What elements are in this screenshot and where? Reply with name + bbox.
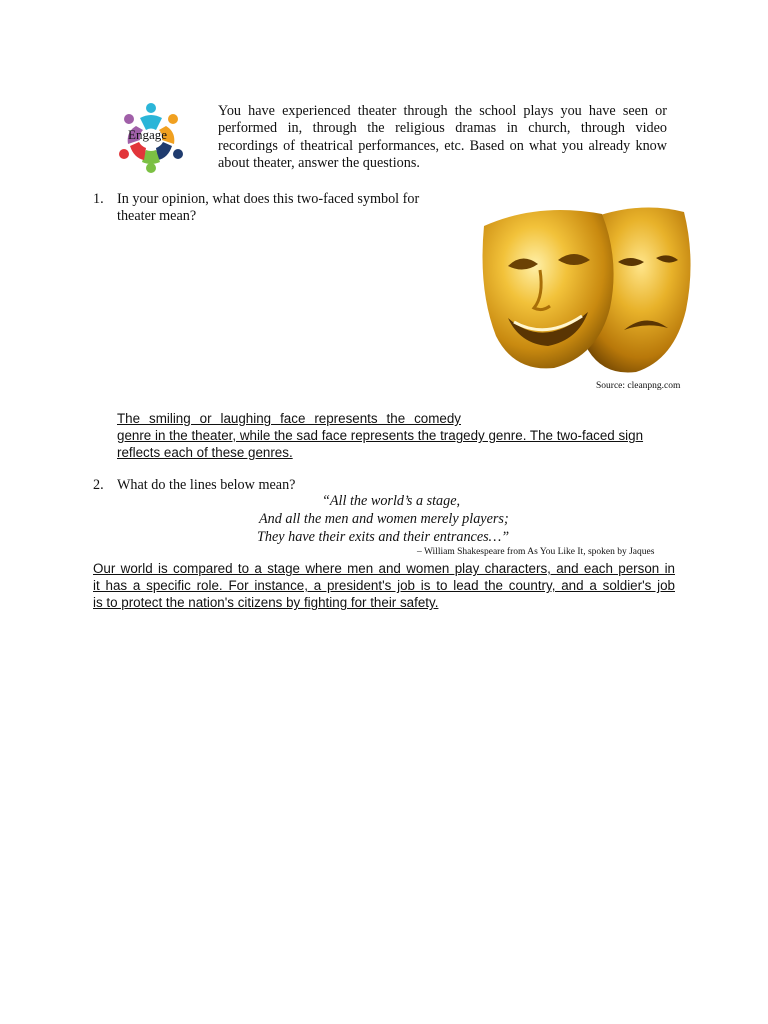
question-1-text: In your opinion, what does this two-faced symbol for theater mean? <box>117 191 420 225</box>
answer-1-text: genre in the theater, while the sad face represents the tragedy genre. The two-faced sign reflects each of these genres. <box>117 428 644 460</box>
quote-line-1: “All the world’s a stage, <box>322 493 461 509</box>
question-2-number: 2. <box>93 477 104 493</box>
comedy-tragedy-masks-image <box>478 200 696 378</box>
answer-2-text <box>93 560 675 611</box>
question-1-number: 1. <box>93 191 104 207</box>
quote-line-2: And all the men and women merely players; <box>259 511 509 527</box>
answer-2-line: is to protect the nation's citizens by fighting for their safety. <box>93 595 439 610</box>
answer-1-first-line: The smiling or laughing face represents the comedy <box>117 411 461 426</box>
quote-attribution: – William Shakespeare from As You Like It, spoken by Jaques <box>417 547 655 557</box>
engage-label: Engage <box>128 127 167 142</box>
quote-line-3: They have their exits and their entrances…” <box>257 529 510 545</box>
question-2-text: What do the lines below mean? <box>117 477 296 493</box>
intro-paragraph: You have experienced theater through the school plays you have seen or performed in, through the religious dramas in church, through video recordings of theatrical performances, etc. Based on what you already know about theater, answer the questions. <box>218 103 667 172</box>
answer-2-line: it has a specific role. For instance, a president's job is to lead the country, and a soldier's job <box>93 578 675 593</box>
answer-2-line: Our world is compared to a stage where men and women play characters, and each person in <box>93 561 675 576</box>
image-source: Source: cleanpng.com <box>596 381 681 391</box>
